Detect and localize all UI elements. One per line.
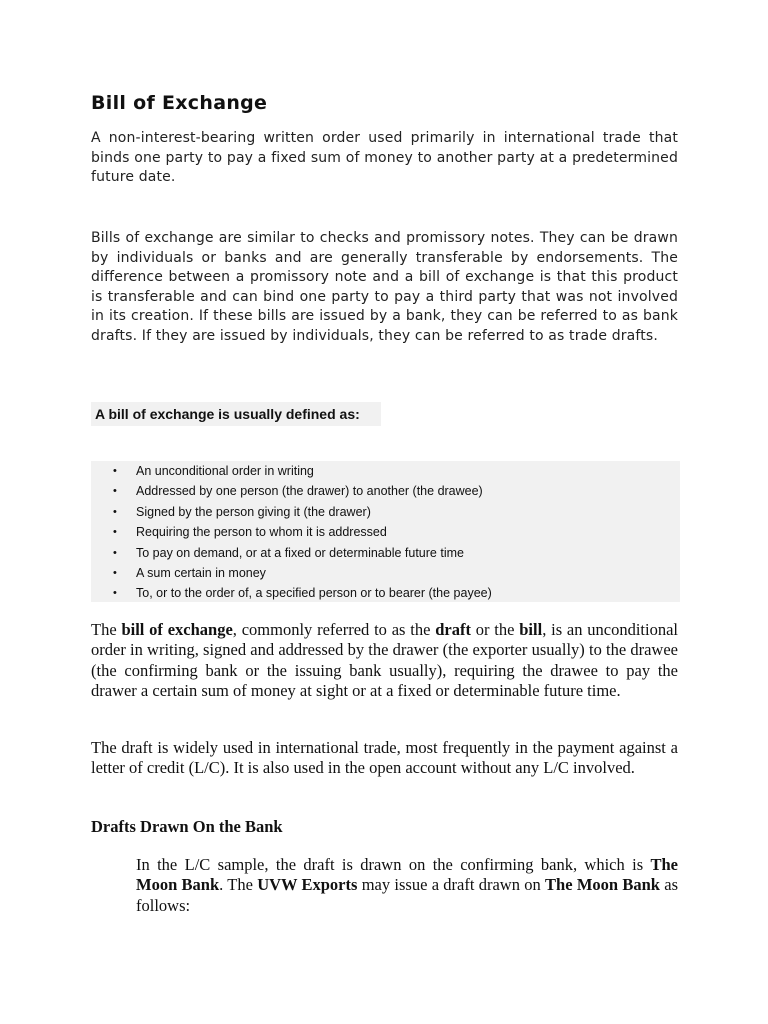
list-item-text: A sum certain in money bbox=[136, 565, 266, 580]
term-draft: draft bbox=[435, 620, 471, 639]
list-item-text: To pay on demand, or at a fixed or determinable future time bbox=[136, 545, 464, 560]
exporter-name: UVW Exports bbox=[257, 875, 358, 895]
bullet-icon: • bbox=[113, 505, 117, 518]
bullet-icon: • bbox=[113, 566, 117, 579]
bullet-icon: • bbox=[113, 526, 117, 539]
list-item bbox=[91, 563, 680, 583]
definition-heading: A bill of exchange is usually defined as: bbox=[91, 402, 381, 426]
list-item-text: Signed by the person giving it (the drawer) bbox=[136, 504, 371, 519]
section-heading: Drafts Drawn On the Bank bbox=[91, 817, 283, 836]
usage-paragraph: The draft is widely used in international trade, most frequently in the payment against a letter of credit (L/C). It is also used in the open account without any L/C involved. bbox=[91, 738, 678, 778]
bullet-icon: • bbox=[113, 485, 117, 498]
bullet-icon: • bbox=[113, 587, 117, 600]
list-item-text: To, or to the order of, a specified person or to bearer (the payee) bbox=[136, 586, 492, 601]
list-item bbox=[91, 502, 680, 522]
bank-name: The Moon Bank bbox=[136, 855, 678, 895]
example-paragraph: In the L/C sample, the draft is drawn on the confirming bank, which is The Moon Bank. The UVW Exports may issue a draft drawn on The Moon Bank as follows: bbox=[136, 855, 678, 915]
bullet-icon: • bbox=[113, 546, 117, 559]
bullet-icon: • bbox=[113, 465, 117, 477]
definition-list bbox=[91, 461, 680, 604]
draft-definition-paragraph: The bill of exchange, commonly referred to as the draft or the bill, is an unconditional order in writing, signed and addressed by the drawer (the exporter usually) to the drawee (the confirming bank or the issuing bank usually), requiring the drawee to pay the drawer a certain sum of money at sight or at a fixed or determinable future time. bbox=[91, 620, 679, 701]
list-item bbox=[91, 543, 680, 563]
intro-paragraph: A non-interest-bearing written order used primarily in international trade that binds one party to pay a fixed sum of money to another party at a predetermined future date. bbox=[91, 130, 678, 186]
term-bill: bill bbox=[519, 620, 543, 639]
description-paragraph: Bills of exchange are similar to checks and promissory notes. They can be drawn by individuals or banks and are generally transferable by endorsements. The difference between a promissory note and a bill of exchange is that this product is transferable and can bind one party to pay a third party that was not involved in its creation. If these bills are issued by a bank, they can be referred to as bank drafts. If they are issued by individuals, they can be referred to as trade drafts. bbox=[91, 230, 678, 344]
list-item bbox=[91, 583, 680, 603]
bank-name: The Moon Bank bbox=[545, 875, 660, 895]
list-item bbox=[91, 481, 680, 501]
list-item-text: Addressed by one person (the drawer) to another (the drawee) bbox=[136, 484, 483, 499]
list-item-text: Requiring the person to whom it is addressed bbox=[136, 525, 387, 540]
definition-list-box bbox=[91, 461, 680, 602]
list-item bbox=[91, 522, 680, 542]
term-bill-of-exchange: bill of exchange bbox=[121, 620, 233, 639]
list-item bbox=[91, 461, 680, 481]
page-title: Bill of Exchange bbox=[91, 92, 268, 114]
list-item-text: An unconditional order in writing bbox=[136, 464, 314, 478]
